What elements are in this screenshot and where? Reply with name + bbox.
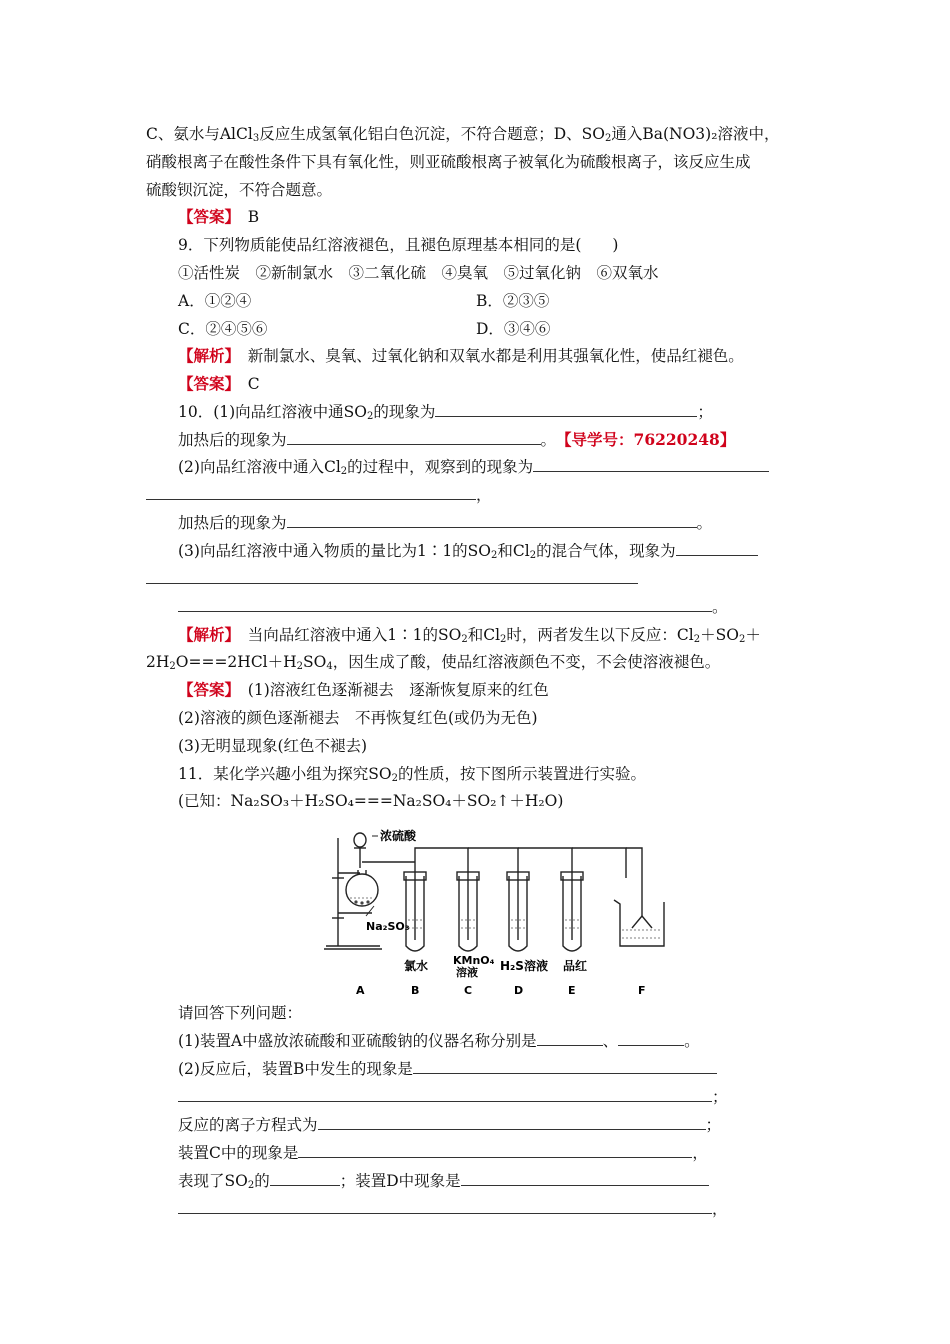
q11-known: (已知：Na₂SO₃＋H₂SO₄===Na₂SO₄＋SO₂↑＋H₂O) [178,792,564,810]
blank-line[interactable] [287,512,697,528]
q10-analysis-cont: $2H_2O===2HCl+H_2SO_4$，因生成了酸，使品红溶液颜色不变，不会使溶液褪色。 [146,653,721,672]
q9-analysis: 【解析】 新制氯水、臭氧、过氧化钠和双氧水都是利用其强氧化性，使品红褪色。 [178,346,744,365]
guide-number: 【导学号：76220248】 [563,430,736,449]
q11-so2-property: 表现了$SO_2$的 ；装置D中现象是 [178,1170,709,1197]
q11-device-c: 装置C中的现象是 ， [178,1144,708,1162]
q11-sub2: (2)反应后，装置B中发生的现象是 [178,1058,717,1080]
label-pinkred: 品红 [563,959,588,973]
label-sodium-sulfite: Na₂SO₃ [366,920,410,933]
blank-line[interactable] [676,540,758,556]
intro-line-2: 硝酸根离子在酸性条件下具有氧化性，则亚硫酸根离子被氧化为硫酸根离子，该反应生成 [146,153,751,171]
q10-part3: (3)向品红溶液中通入物质的量比为1∶1的$SO_2$和$Cl_2$的混合气体，现象为 [178,540,758,567]
blank-line[interactable] [298,1142,692,1158]
label-E: E [568,984,576,997]
blank-line[interactable] [178,1086,712,1102]
blank-line[interactable] [178,596,712,612]
answer-label: 【答案】 [178,680,233,699]
q11-device-d-cont: ， [178,1198,728,1220]
blank-line[interactable] [146,568,638,584]
q10-part1-heat: 加热后的现象为 。 【导学号：76220248】 [178,430,736,449]
q11-ionic-eq: 反应的离子方程式为 ； [178,1116,722,1134]
blank-line[interactable] [287,429,541,445]
label-A: A [356,984,365,997]
q10-part3-cont2: 。 [178,596,728,618]
analysis-label: 【解析】 [178,346,233,365]
q10-answer-1: 【答案】 (1)溶液红色逐渐褪去 逐渐恢复原来的红色 [178,680,549,699]
q9-items: ①活性炭 ②新制氯水 ③二氧化硫 ④臭氧 ⑤过氧化钠 ⑥双氧水 [178,264,659,282]
blank-line[interactable] [533,456,769,472]
label-D: D [514,984,524,997]
label-C: C [464,984,473,997]
analysis-label: 【解析】 [178,625,233,644]
q10-part2: (2)向品红溶液中通入$Cl_2$的过程中，观察到的现象为 [178,456,769,483]
answer-label: 【答案】 [178,374,233,393]
blank-line[interactable] [178,1198,712,1214]
answer-label: 【答案】 [178,207,233,226]
label-kmno4: KMnO₄ [453,954,495,967]
q11-sub1: (1)装置A中盛放浓硫酸和亚硫酸钠的仪器名称分别是 、 。 [178,1032,700,1050]
apparatus-figure [320,818,680,1000]
blank-line[interactable] [435,401,697,417]
blank-line[interactable] [146,484,476,500]
q9-stem: 9．下列物质能使品红溶液褪色，且褪色原理基本相同的是( ) [178,236,619,254]
q11-sub2-cont: ； [178,1086,728,1108]
blank-line[interactable] [537,1030,603,1046]
label-F: F [638,984,646,997]
q9-answer: 【答案】 C [178,374,260,393]
q11-stem: 11．某化学兴趣小组为探究$SO_2$的性质，按下图所示装置进行实验。 [178,765,646,784]
label-concentrated-acid: 浓硫酸 [380,829,417,843]
label-B: B [411,984,420,997]
q10-answer-2: (2)溶液的颜色逐渐褪去 不再恢复红色(或仍为无色) [178,709,538,727]
intro-line-1: C、氨水与AlCl$_3$反应生成氢氧化铝白色沉淀，不符合题意；D、$SO_2$通入Ba(NO3)₂溶液中， [146,125,780,144]
q10-answer-3: (3)无明显现象(红色不褪去) [178,737,368,755]
q11-prompt: 请回答下列问题： [178,1004,303,1022]
label-kmno4-solution: 溶液 [456,966,478,979]
q9-options-ab: A．①②④ B．②③⑤ [178,292,550,310]
label-h2s-solution: H₂S溶液 [500,959,548,973]
q10-part2-heat: 加热后的现象为 。 [178,514,713,532]
blank-line[interactable] [270,1170,340,1186]
intro-line-3: 硫酸钡沉淀，不符合题意。 [146,181,333,199]
q10-analysis: 【解析】 当向品红溶液中通入1∶1的$SO_2$和$Cl_2$时，两者发生以下反应：$Cl_2+SO_2+$ [178,625,761,645]
q9-options-cd: C．②④⑤⑥ D．③④⑥ [178,320,551,338]
q10-part3-cont [146,568,638,590]
q10-part1: 10．(1)向品红溶液中通$SO_2$的现象为 ； [178,403,713,422]
blank-line[interactable] [318,1114,706,1130]
label-chlorine-water: 氯水 [404,959,429,973]
q8-answer: 【答案】 B [178,207,260,226]
q10-part2-cont: ， [146,484,492,506]
blank-line[interactable] [618,1030,684,1046]
blank-line[interactable] [461,1170,709,1186]
blank-line[interactable] [413,1058,717,1074]
